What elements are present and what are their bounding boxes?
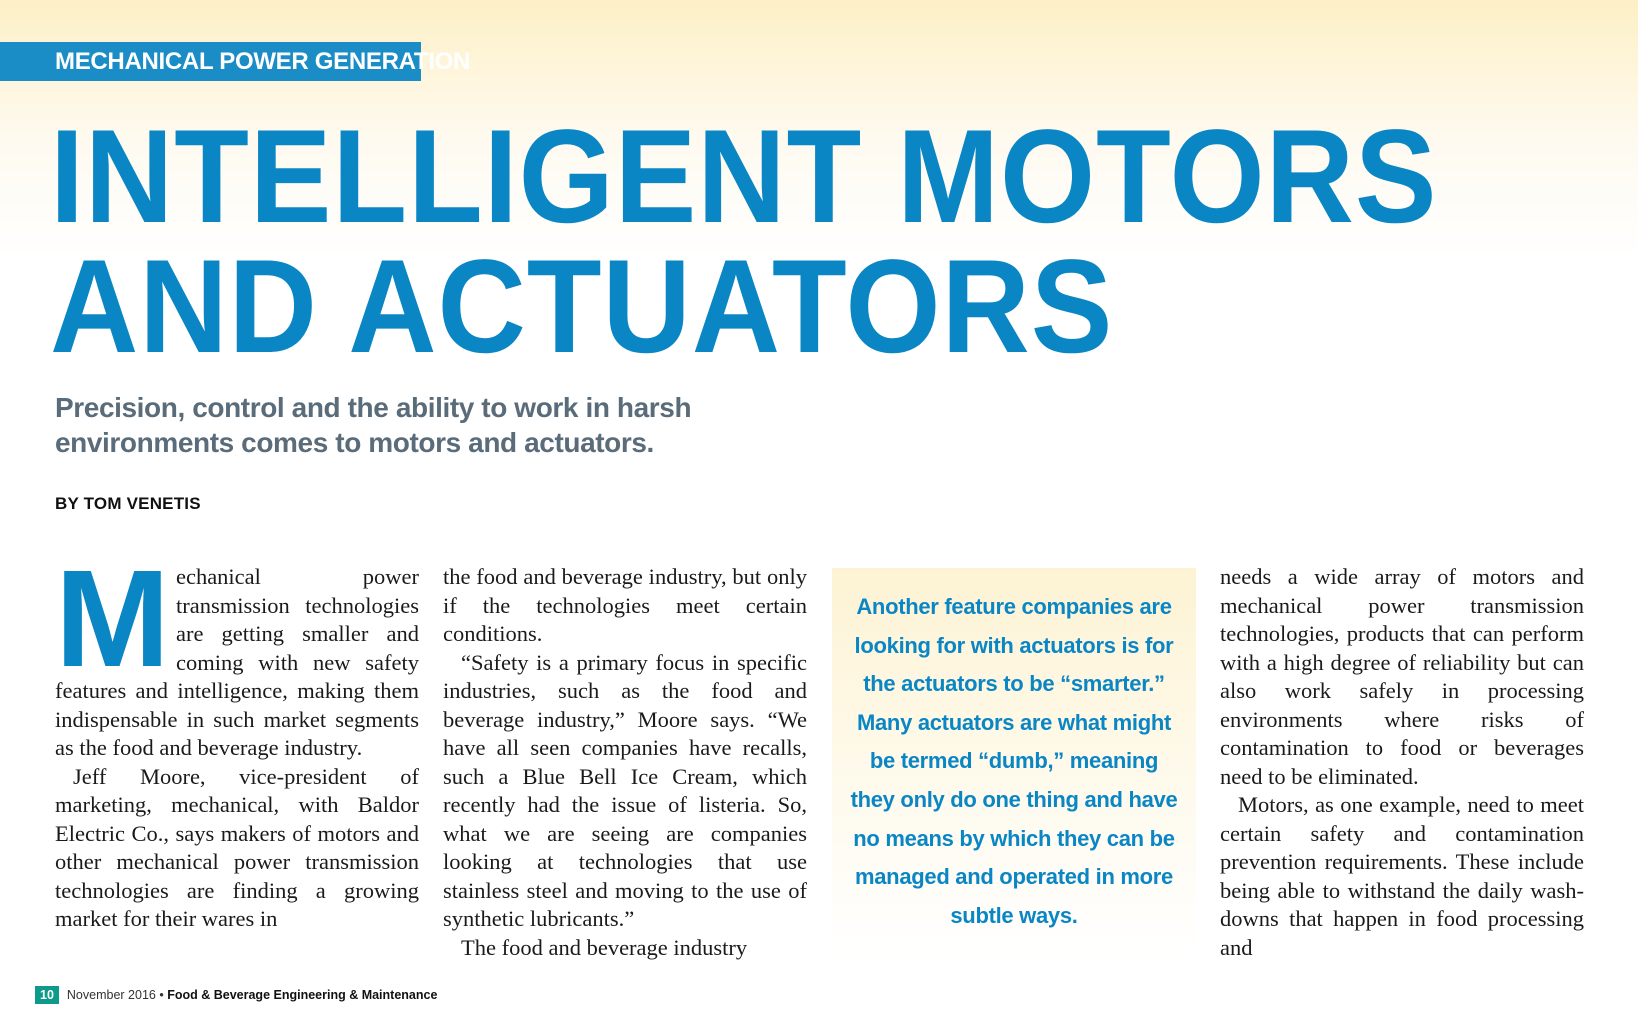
paragraph: the food and beverage industry, but only if the technologies meet certain conditions. bbox=[443, 564, 807, 646]
issue-date: November 2016 bbox=[66, 988, 156, 1002]
page-footer bbox=[35, 986, 437, 1004]
article-column-3 bbox=[1220, 563, 1584, 962]
paragraph: “Safety is a primary focus in specific industries, such as the food and beverage industry,” Moore says. “We have all seen companies have recalls, such a Blue Bell Ice Cream, which recently had the issue of listeria. So, what we are seeing are companies looking at technologies that use stainless steel and moving to the use of synthetic lubricants.” bbox=[443, 649, 807, 931]
footer-separator: • bbox=[159, 988, 164, 1002]
paragraph: Jeff Moore, vice-president of marketing, mechanical, with Baldor Electric Co., says makers of motors and other mechanical power transmission technologies are finding a growing market for their wares in bbox=[55, 763, 419, 931]
article-column-2 bbox=[443, 563, 807, 962]
paragraph bbox=[55, 542, 419, 763]
headline bbox=[50, 103, 1438, 381]
drop-cap: M bbox=[55, 542, 170, 696]
page-number: 10 bbox=[35, 986, 59, 1004]
byline: BY TOM VENETIS bbox=[55, 494, 201, 513]
deck-line-1: Precision, control and the ability to work in harsh bbox=[55, 392, 692, 423]
paragraph: Motors, as one example, need to meet certain safety and contamination prevention requirements. These include being able to withstand the daily wash-downs that happen in food processing and bbox=[1220, 792, 1584, 960]
section-tag: MECHANICAL POWER GENERATION bbox=[0, 42, 421, 81]
article-column-1 bbox=[55, 542, 419, 934]
paragraph: The food and beverage industry bbox=[461, 934, 748, 960]
pull-quote: Another feature companies are looking for with actuators is for the actuators to be “smarter.” Many actuators are what might be termed “dumb,” meaning they only do one thing and have no means by which they can be managed and operated in more subtle ways. bbox=[832, 568, 1196, 953]
headline-line-2: AND ACTUATORS bbox=[50, 233, 1114, 381]
paragraph-text: echanical power transmission technologies are getting smaller and coming with new safety features and intelligence, making them indispensable in such market segments as the food and beverage industry. bbox=[55, 564, 419, 760]
deck-line-2: environments comes to motors and actuators. bbox=[55, 427, 654, 458]
publication-name: Food & Beverage Engineering & Maintenance bbox=[167, 988, 438, 1002]
deck-subtitle bbox=[55, 390, 775, 460]
paragraph: needs a wide array of motors and mechanical power transmission technologies, products that can perform with a high degree of reliability but can also work safely in processing environments where risks of contamination to food or beverages need to be eliminated. bbox=[1220, 564, 1584, 789]
headline-line-1: INTELLIGENT MOTORS bbox=[50, 103, 1438, 251]
